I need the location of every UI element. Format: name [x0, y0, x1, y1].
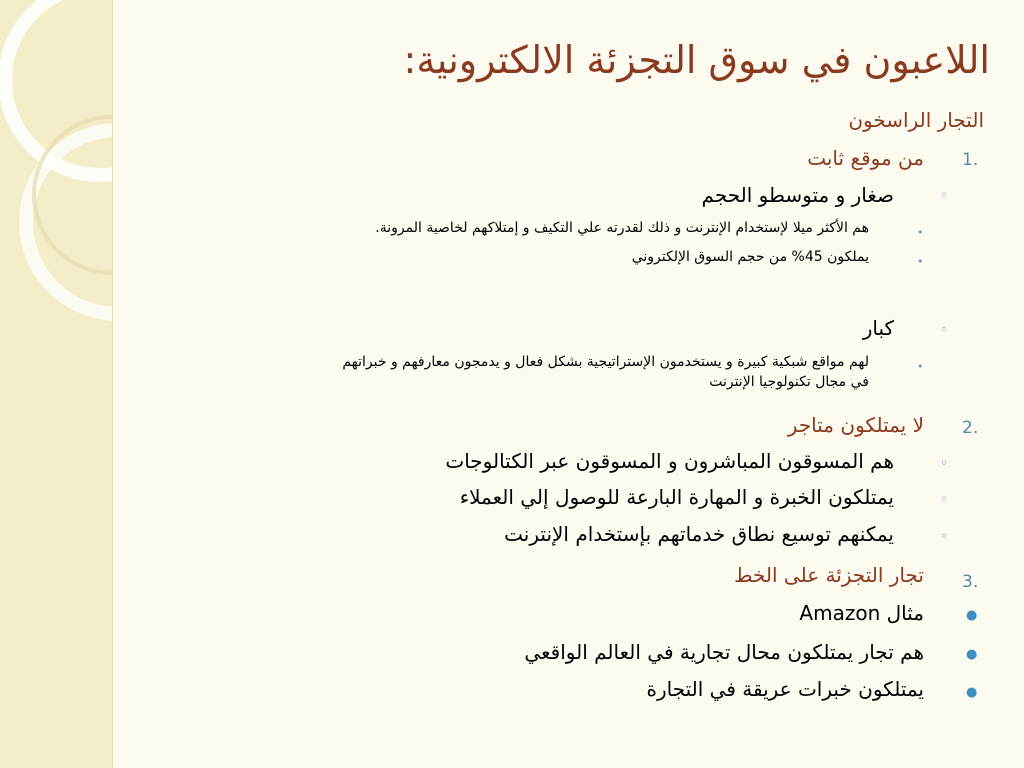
hollow-bullet: ◦ — [940, 188, 949, 204]
list-item-heading: لا يمتلكون متاجر — [787, 413, 924, 437]
list-item: يمكنهم توسيع نطاق خدماتهم بإستخدام الإنترنت — [504, 522, 894, 546]
item-2-number: 2. — [962, 418, 979, 438]
list-item: كبار — [862, 316, 894, 340]
list-item: هم تجار يمتلكون محال تجارية في العالم الواقعي — [524, 640, 924, 664]
list-item: هم المسوقون المباشرون و المسوقون عبر الكتالوجات — [445, 449, 894, 473]
filled-bullet: ● — [966, 647, 978, 662]
small-bullet: • — [917, 226, 924, 239]
small-bullet: • — [917, 360, 924, 373]
hollow-bullet: ◦ — [940, 529, 949, 545]
filled-bullet: ● — [966, 608, 978, 623]
list-item: صغار و متوسطو الحجم — [701, 183, 894, 207]
list-item: يمتلكون خبرات عريقة في التجارة — [646, 677, 924, 701]
list-item-heading: من موقع ثابت — [807, 146, 924, 170]
hollow-bullet: ◦ — [940, 456, 949, 472]
filled-bullet: ● — [966, 685, 978, 700]
list-item: يملكون 45% من حجم السوق الإلكتروني — [631, 249, 869, 265]
list-item-heading: تجار التجزئة على الخط — [734, 563, 924, 587]
item-1-number: 1. — [962, 150, 979, 170]
slide-title: اللاعبون في سوق التجزئة الالكترونية: — [403, 38, 990, 82]
decorative-left-band — [0, 0, 113, 768]
list-item-continuation: في مجال تكنولوجيا الإنترنت — [709, 374, 869, 390]
hollow-bullet: ◦ — [940, 492, 949, 508]
list-item: يمتلكون الخبرة و المهارة البارعة للوصول إلي العملاء — [459, 485, 894, 509]
item-3-number: 3. — [962, 572, 979, 592]
list-item: هم الأكثر ميلا لإستخدام الإنترنت و ذلك لقدرته علي التكيف و إمتلاكهم لخاصية المرونة. — [375, 220, 869, 236]
section-heading: التجار الراسخون — [848, 108, 984, 132]
small-bullet: • — [917, 255, 924, 268]
list-item: مثال Amazon — [799, 601, 924, 625]
list-item: لهم مواقع شبكية كبيرة و يستخدمون الإستراتيجية بشكل فعال و يدمجون معارفهم و خبراتهم — [342, 354, 869, 370]
decorative-rings — [0, 0, 112, 768]
hollow-bullet: ◦ — [940, 322, 949, 338]
